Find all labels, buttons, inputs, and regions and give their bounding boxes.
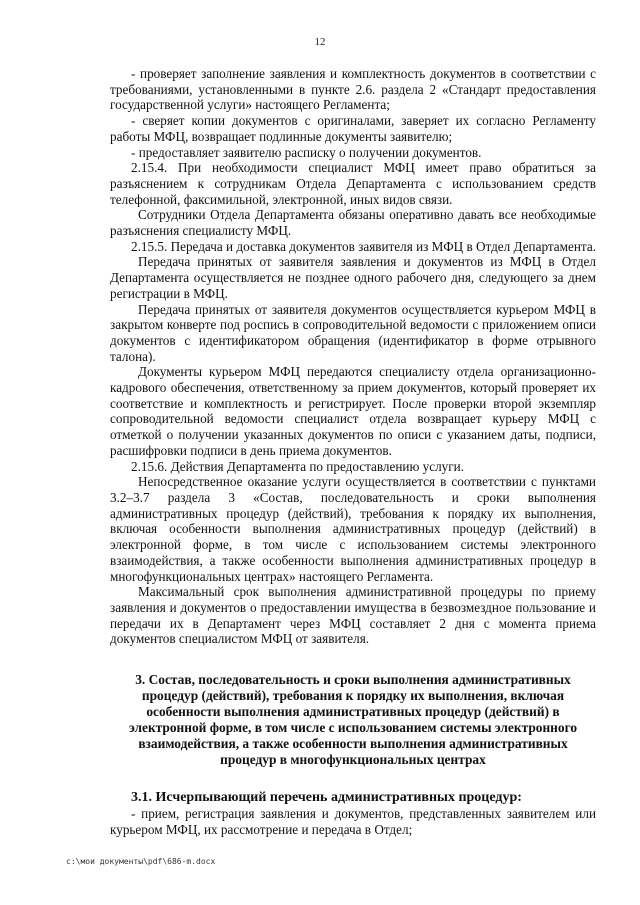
paragraph-courier-transfer: Передача принятых от заявителя документов осуществляется курьером МФЦ в закрытом конверте под роспись в сопроводительной ведомости с приложением описи документов с идентификатором обращения (идентификатор в форме отрывного талона).	[110, 301, 596, 364]
paragraph-2-15-6: 2.15.6. Действия Департамента по предоставлению услуги.	[131, 458, 465, 474]
footer-file-path: c:\мои документы\pdf\686-m.docx	[66, 857, 216, 866]
paragraph-document-check: Документы курьером МФЦ передаются специалисту отдела организационно-кадрового обеспечения, ответственному за прием документов, который проверяет их соответствие и комплектность и регистрирует. После проверки второй экземпляр сопроводительной ведомости специалист отдела возвращает курьеру МФЦ с отметкой о получении указанных документов по описи с указанием даты, подписи, расшифровки подписи в день приема документов.	[110, 364, 596, 458]
paragraph-2-15-5: 2.15.5. Передача и доставка документов заявителя из МФЦ в Отдел Департамента.	[131, 238, 596, 254]
document-body	[110, 66, 596, 837]
section-3-1-heading: 3.1. Исчерпывающий перечень административных процедур:	[131, 790, 522, 806]
section-3-heading: 3. Состав, последовательность и сроки выполнения административных процедур (действий), требования к порядку их выполнения, включая особенности выполнения административных процедур (действий) в электронной форме, в том числе с использованием системы электронного взаимодействия, а также особенности выполнения административных процедур в многофункциональных центрах	[128, 672, 578, 768]
page-number: 12	[314, 36, 326, 48]
paragraph-department-staff: Сотрудники Отдела Департамента обязаны оперативно давать все необходимые разъяснения специалисту МФЦ.	[110, 207, 596, 239]
paragraph-procedure-list-item: - прием, регистрация заявления и документов, представленных заявителем или курьером МФЦ, их рассмотрение и передача в Отдел;	[110, 806, 596, 837]
paragraph-verify-copies: - сверяет копии документов с оригиналами, заверяет их согласно Регламенту работы МФЦ, возвращает подлинные документы заявителю;	[110, 113, 596, 144]
paragraph-2-15-4: 2.15.4. При необходимости специалист МФЦ имеет право обратиться за разъяснением к сотрудникам Отдела Департамента с использованием средств телефонной, факсимильной, электронной, иных видов связи.	[110, 160, 596, 207]
paragraph-receipt: - предоставляет заявителю расписку о получении документов.	[131, 144, 482, 160]
paragraph-max-duration: Максимальный срок выполнения административной процедуры по приему заявления и документов о предоставлении имущества в безвозмездное пользование и передачи их в Департамент через МФЦ составляет 2 дня с момента приема документов специалистом МФЦ от заявителя.	[110, 584, 596, 647]
paragraph-transfer-deadline: Передача принятых от заявителя заявления и документов из МФЦ в Отдел Департамента осуществляется не позднее одного рабочего дня, следующего за днем регистрации в МФЦ.	[110, 254, 596, 301]
paragraph-service-provision: Непосредственное оказание услуги осуществляется в соответствии с пунктами 3.2–3.7 раздела 3 «Состав, последовательность и сроки выполнения административных процедур (действий), требования к порядку их выполнения, включая особенности выполнения административных процедур (действий) в электронной форме, в том числе с использованием системы электронного взаимодействия, а также особенности выполнения административных процедур в многофункциональных центрах» настоящего Регламента.	[110, 474, 596, 584]
paragraph-check-application: - проверяет заполнение заявления и комплектность документов в соответствии с требованиями, установленными в пункте 2.6. раздела 2 «Стандарт предоставления государственной услуги» настоящего Регламента;	[110, 66, 596, 113]
